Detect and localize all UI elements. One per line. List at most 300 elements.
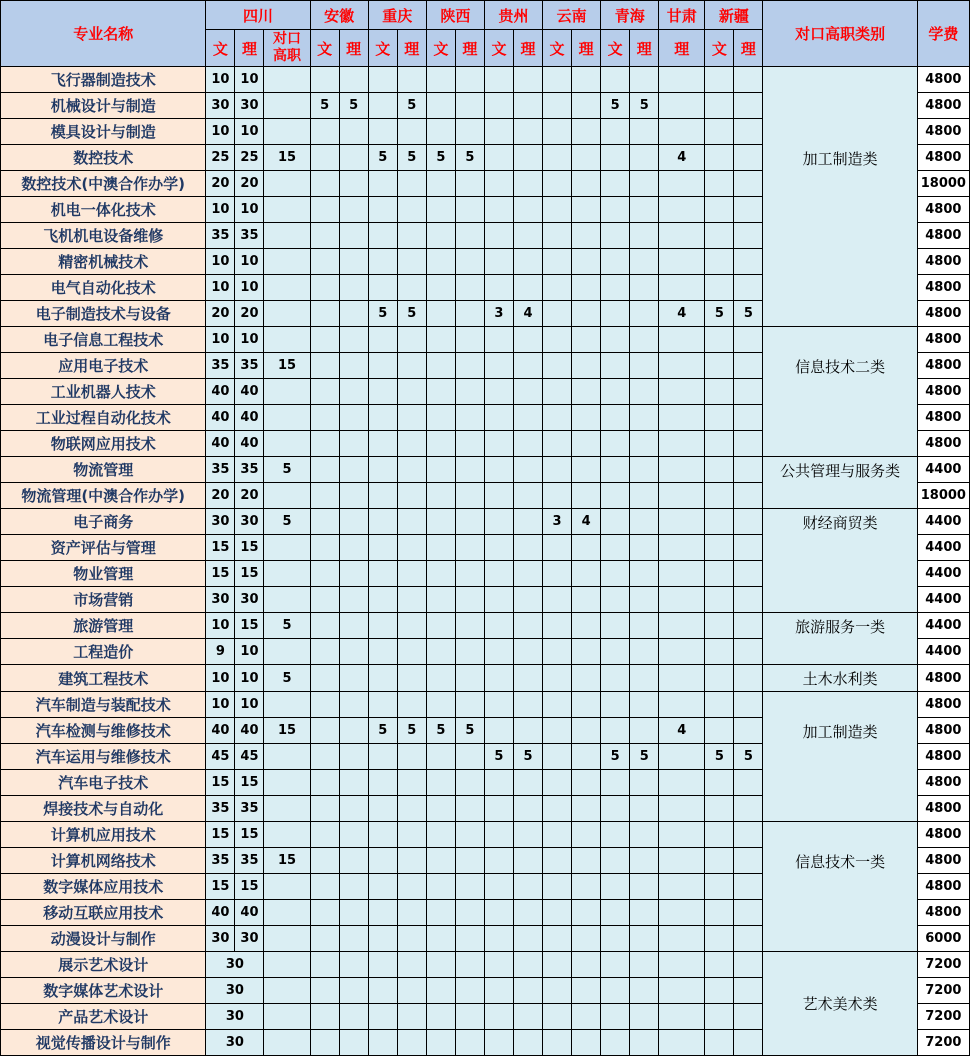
quota-cell-cq-w [368, 327, 397, 353]
quota-cell-cq-w [368, 926, 397, 952]
quota-cell-ah-w [310, 587, 339, 613]
quota-cell-sc-w: 35 [206, 353, 235, 379]
quota-cell-ah-w [310, 405, 339, 431]
quota-cell-empty [705, 1004, 734, 1030]
quota-cell-ah-w: 5 [310, 93, 339, 119]
quota-cell-sx-l [455, 613, 484, 639]
quota-cell-ah-l [339, 379, 368, 405]
quota-cell-cq-l [397, 874, 426, 900]
quota-cell-yn-l [572, 327, 601, 353]
quota-cell-yn-l [572, 613, 601, 639]
quota-cell-xj-w [705, 874, 734, 900]
quota-cell-sx-l [455, 926, 484, 952]
quota-cell-gz-l [513, 692, 542, 718]
quota-cell-xj-l [734, 405, 763, 431]
quota-cell-sc-w: 10 [206, 327, 235, 353]
quota-cell-gs-l [659, 874, 705, 900]
quota-cell-xj-w [705, 379, 734, 405]
quota-cell-xj-w [705, 353, 734, 379]
quota-cell-sc-l: 30 [235, 926, 264, 952]
quota-cell-empty [368, 978, 397, 1004]
quota-cell-yn-l [572, 353, 601, 379]
quota-cell-cq-l [397, 848, 426, 874]
qinghai-wen-header: 文 [601, 30, 630, 67]
quota-cell-gz-w [484, 405, 513, 431]
quota-cell-qh-w [601, 431, 630, 457]
quota-cell-yn-l [572, 275, 601, 301]
quota-cell-gs-l [659, 431, 705, 457]
quota-cell-gs-l [659, 509, 705, 535]
quota-cell-sc-w: 40 [206, 900, 235, 926]
quota-cell-ah-w [310, 301, 339, 327]
quota-cell-sc-dk [264, 93, 310, 119]
quota-cell-xj-l [734, 223, 763, 249]
quota-cell-cq-w [368, 483, 397, 509]
quota-cell-yn-w [543, 613, 572, 639]
quota-cell-yn-w [543, 171, 572, 197]
quota-cell-sc-l: 35 [235, 223, 264, 249]
quota-cell-empty [734, 952, 763, 978]
quota-cell-yn-l [572, 900, 601, 926]
quota-cell-empty [630, 978, 659, 1004]
major-name-cell: 精密机械技术 [1, 249, 206, 275]
quota-cell-sc-dk: 5 [264, 509, 310, 535]
quota-cell-qh-l [630, 405, 659, 431]
fee-cell: 4800 [917, 431, 969, 457]
guizhou-li-header: 理 [513, 30, 542, 67]
quota-cell-gz-w [484, 770, 513, 796]
quota-cell-qh-l: 5 [630, 93, 659, 119]
quota-cell-ah-l [339, 483, 368, 509]
quota-cell-qh-w [601, 613, 630, 639]
yunnan-li-header: 理 [572, 30, 601, 67]
fee-cell: 4800 [917, 796, 969, 822]
sichuan-wen-header: 文 [206, 30, 235, 67]
category-cell [763, 665, 917, 692]
quota-cell-empty [397, 952, 426, 978]
quota-cell-empty [659, 952, 705, 978]
quota-cell-xj-w [705, 822, 734, 848]
quota-cell-gz-l [513, 223, 542, 249]
quota-cell-empty [630, 1004, 659, 1030]
quota-cell-empty [368, 1004, 397, 1030]
quota-cell-cq-l [397, 405, 426, 431]
quota-cell-sx-l: 5 [455, 145, 484, 171]
quota-cell-cq-w [368, 171, 397, 197]
quota-cell-empty [339, 1030, 368, 1056]
quota-cell-yn-l [572, 249, 601, 275]
quota-cell-qh-l [630, 431, 659, 457]
quota-cell-sc-l: 10 [235, 275, 264, 301]
quota-cell-cq-w [368, 744, 397, 770]
quota-cell-gz-l [513, 145, 542, 171]
quota-cell-xj-l [734, 431, 763, 457]
quota-cell-ah-l [339, 770, 368, 796]
quota-cell-gz-w [484, 249, 513, 275]
major-name-cell: 汽车制造与装配技术 [1, 692, 206, 718]
quota-cell-gz-w: 3 [484, 301, 513, 327]
major-name-cell: 电子商务 [1, 509, 206, 535]
quota-cell-cq-l: 5 [397, 93, 426, 119]
quota-cell-xj-w [705, 249, 734, 275]
quota-cell-gz-w [484, 93, 513, 119]
quota-cell-sc-w: 40 [206, 718, 235, 744]
quota-cell-qh-w [601, 145, 630, 171]
quota-cell-sx-l [455, 561, 484, 587]
major-name-cell: 物联网应用技术 [1, 431, 206, 457]
quota-cell-cq-w [368, 848, 397, 874]
quota-cell-yn-w [543, 93, 572, 119]
quota-cell-gs-l [659, 223, 705, 249]
quota-cell-sx-w [426, 692, 455, 718]
quota-cell-sx-w [426, 483, 455, 509]
chongqing-wen-header: 文 [368, 30, 397, 67]
quota-cell-qh-l [630, 353, 659, 379]
category-label: 信息技术一类 [795, 852, 886, 871]
quota-cell-sc-combined: 30 [206, 1004, 264, 1030]
quota-cell-qh-l [630, 874, 659, 900]
quota-cell-sc-l: 40 [235, 405, 264, 431]
quota-cell-sc-dk [264, 796, 310, 822]
category-label: 土木水利类 [802, 669, 878, 688]
quota-cell-gs-l [659, 665, 705, 692]
quota-cell-sx-l [455, 431, 484, 457]
quota-cell-yn-w [543, 796, 572, 822]
quota-cell-sx-w [426, 327, 455, 353]
quota-cell-gz-l: 4 [513, 301, 542, 327]
quota-cell-sc-dk [264, 587, 310, 613]
quota-cell-empty [455, 978, 484, 1004]
quota-cell-yn-l [572, 119, 601, 145]
quota-cell-qh-l [630, 223, 659, 249]
quota-cell-sc-l: 25 [235, 145, 264, 171]
quota-cell-qh-w [601, 405, 630, 431]
quota-cell-empty [601, 978, 630, 1004]
quota-cell-sc-l: 40 [235, 900, 264, 926]
quota-cell-cq-w [368, 874, 397, 900]
quota-cell-empty [426, 952, 455, 978]
quota-cell-sc-dk: 15 [264, 848, 310, 874]
guizhou-wen-header: 文 [484, 30, 513, 67]
quota-cell-gz-w [484, 145, 513, 171]
quota-cell-sc-dk [264, 874, 310, 900]
quota-cell-cq-w [368, 587, 397, 613]
quota-cell-gz-w [484, 874, 513, 900]
quota-cell-cq-w [368, 613, 397, 639]
major-name-cell: 模具设计与制造 [1, 119, 206, 145]
major-name-cell: 动漫设计与制作 [1, 926, 206, 952]
quota-cell-sx-w [426, 874, 455, 900]
quota-cell-ah-w [310, 171, 339, 197]
quota-cell-cq-l [397, 770, 426, 796]
quota-cell-xj-l [734, 93, 763, 119]
table-row [1, 665, 970, 692]
quota-cell-ah-w [310, 67, 339, 93]
quota-cell-sc-w: 10 [206, 692, 235, 718]
quota-cell-xj-w [705, 848, 734, 874]
fee-cell: 4400 [917, 509, 969, 535]
quota-cell-cq-w [368, 509, 397, 535]
quota-cell-sc-w: 15 [206, 770, 235, 796]
quota-cell-qh-w [601, 718, 630, 744]
quota-cell-qh-w [601, 535, 630, 561]
fee-cell: 4400 [917, 587, 969, 613]
fee-cell: 4400 [917, 561, 969, 587]
fee-cell: 4800 [917, 405, 969, 431]
quota-cell-ah-l [339, 197, 368, 223]
quota-cell-empty [368, 952, 397, 978]
quota-cell-empty [513, 1030, 542, 1056]
quota-cell-cq-l [397, 249, 426, 275]
major-name-cell: 展示艺术设计 [1, 952, 206, 978]
quota-cell-cq-l [397, 67, 426, 93]
quota-cell-empty [264, 978, 310, 1004]
quota-cell-sx-w [426, 119, 455, 145]
quota-cell-sc-dk [264, 67, 310, 93]
quota-cell-xj-w [705, 665, 734, 692]
quota-cell-xj-w [705, 926, 734, 952]
quota-cell-ah-l [339, 848, 368, 874]
quota-cell-cq-l [397, 639, 426, 665]
quota-cell-cq-l [397, 692, 426, 718]
quota-cell-yn-l [572, 639, 601, 665]
quota-cell-sx-w [426, 900, 455, 926]
quota-cell-gz-l [513, 93, 542, 119]
fee-cell: 4800 [917, 692, 969, 718]
quota-cell-ah-w [310, 665, 339, 692]
quota-cell-yn-l [572, 171, 601, 197]
quota-cell-cq-l [397, 275, 426, 301]
table-row [1, 327, 970, 353]
quota-cell-ah-l [339, 613, 368, 639]
quota-cell-sx-l [455, 665, 484, 692]
quota-cell-gz-l [513, 457, 542, 483]
fee-cell: 7200 [917, 1004, 969, 1030]
major-name-cell: 市场营销 [1, 587, 206, 613]
quota-cell-empty [630, 1030, 659, 1056]
quota-cell-gs-l [659, 848, 705, 874]
quota-cell-sc-w: 15 [206, 822, 235, 848]
quota-cell-sc-w: 15 [206, 874, 235, 900]
quota-cell-sc-combined: 30 [206, 978, 264, 1004]
quota-cell-xj-l [734, 249, 763, 275]
quota-cell-cq-l [397, 119, 426, 145]
xinjiang-wen-header: 文 [705, 30, 734, 67]
quota-cell-empty [601, 1030, 630, 1056]
quota-cell-gs-l [659, 275, 705, 301]
quota-cell-xj-l [734, 613, 763, 639]
quota-cell-sx-w [426, 171, 455, 197]
province-header-yunnan: 云南 [543, 1, 601, 30]
quota-cell-gs-l [659, 483, 705, 509]
major-name-cell: 电子制造技术与设备 [1, 301, 206, 327]
quota-cell-cq-w: 5 [368, 301, 397, 327]
quota-cell-sc-dk: 5 [264, 613, 310, 639]
quota-cell-xj-w [705, 67, 734, 93]
table-row [1, 952, 970, 978]
quota-cell-sc-dk [264, 926, 310, 952]
quota-cell-gs-l [659, 535, 705, 561]
quota-cell-cq-l [397, 223, 426, 249]
major-name-cell: 产品艺术设计 [1, 1004, 206, 1030]
quota-cell-gz-w [484, 223, 513, 249]
fee-cell: 4800 [917, 718, 969, 744]
quota-cell-yn-l [572, 379, 601, 405]
quota-cell-sc-l: 20 [235, 171, 264, 197]
quota-cell-cq-w [368, 379, 397, 405]
quota-cell-yn-l [572, 770, 601, 796]
quota-cell-gz-l [513, 483, 542, 509]
quota-cell-ah-w [310, 796, 339, 822]
quota-cell-gz-l [513, 509, 542, 535]
quota-cell-xj-w [705, 119, 734, 145]
quota-cell-xj-l [734, 119, 763, 145]
quota-cell-qh-w [601, 379, 630, 405]
quota-cell-ah-l [339, 744, 368, 770]
quota-cell-yn-w [543, 692, 572, 718]
quota-cell-sx-l [455, 900, 484, 926]
quota-cell-xj-l [734, 796, 763, 822]
quota-cell-sc-l: 40 [235, 379, 264, 405]
province-header-anhui: 安徽 [310, 1, 368, 30]
quota-cell-gz-l [513, 275, 542, 301]
quota-cell-ah-w [310, 561, 339, 587]
quota-cell-gz-w [484, 822, 513, 848]
quota-cell-sc-dk [264, 249, 310, 275]
major-name-cell: 计算机应用技术 [1, 822, 206, 848]
quota-cell-qh-w [601, 639, 630, 665]
quota-cell-qh-w [601, 327, 630, 353]
fee-cell: 4800 [917, 353, 969, 379]
quota-cell-gs-l [659, 405, 705, 431]
fee-cell: 6000 [917, 926, 969, 952]
quota-cell-sx-l [455, 587, 484, 613]
quota-cell-gz-w [484, 379, 513, 405]
chongqing-li-header: 理 [397, 30, 426, 67]
qinghai-li-header: 理 [630, 30, 659, 67]
quota-cell-empty [310, 1030, 339, 1056]
quota-cell-qh-w [601, 692, 630, 718]
yunnan-wen-header: 文 [543, 30, 572, 67]
major-name-cell: 汽车电子技术 [1, 770, 206, 796]
quota-cell-ah-l [339, 822, 368, 848]
quota-cell-sx-l [455, 223, 484, 249]
quota-cell-cq-l [397, 379, 426, 405]
quota-cell-yn-w [543, 431, 572, 457]
quota-cell-cq-w [368, 249, 397, 275]
quota-cell-ah-w [310, 874, 339, 900]
quota-cell-sc-l: 15 [235, 613, 264, 639]
quota-cell-sc-dk [264, 197, 310, 223]
quota-cell-sc-w: 35 [206, 457, 235, 483]
quota-cell-yn-l [572, 457, 601, 483]
quota-cell-yn-w [543, 561, 572, 587]
quota-cell-sx-w [426, 197, 455, 223]
quota-cell-ah-l [339, 327, 368, 353]
quota-cell-empty [734, 978, 763, 1004]
table-row [1, 613, 970, 639]
quota-cell-sc-dk: 15 [264, 145, 310, 171]
quota-cell-sx-l [455, 379, 484, 405]
quota-cell-qh-l [630, 327, 659, 353]
quota-cell-sx-l [455, 93, 484, 119]
quota-cell-gz-l [513, 822, 542, 848]
quota-cell-yn-w [543, 770, 572, 796]
fee-cell: 4800 [917, 665, 969, 692]
quota-cell-empty [543, 952, 572, 978]
quota-cell-xj-l [734, 692, 763, 718]
quota-cell-yn-l [572, 665, 601, 692]
quota-cell-gz-w [484, 171, 513, 197]
quota-cell-ah-l [339, 431, 368, 457]
quota-cell-yn-l [572, 197, 601, 223]
quota-cell-sx-w: 5 [426, 145, 455, 171]
quota-cell-sc-dk [264, 900, 310, 926]
quota-cell-sc-dk [264, 223, 310, 249]
quota-cell-empty [310, 952, 339, 978]
quota-cell-qh-w [601, 301, 630, 327]
category-cell [763, 692, 917, 822]
quota-cell-sc-dk [264, 119, 310, 145]
quota-cell-gz-w [484, 67, 513, 93]
quota-cell-qh-l [630, 665, 659, 692]
quota-cell-sx-l: 5 [455, 718, 484, 744]
quota-cell-ah-l: 5 [339, 93, 368, 119]
major-name-cell: 移动互联应用技术 [1, 900, 206, 926]
quota-cell-yn-w [543, 483, 572, 509]
quota-cell-sx-w [426, 822, 455, 848]
quota-cell-sx-w [426, 93, 455, 119]
quota-cell-gz-w [484, 796, 513, 822]
major-name-cell: 焊接技术与自动化 [1, 796, 206, 822]
quota-cell-sx-l [455, 197, 484, 223]
major-name-cell: 汽车检测与维修技术 [1, 718, 206, 744]
quota-cell-gs-l [659, 67, 705, 93]
major-name-cell: 数控技术(中澳合作办学) [1, 171, 206, 197]
quota-cell-empty [734, 1004, 763, 1030]
quota-cell-ah-w [310, 718, 339, 744]
quota-cell-yn-w [543, 249, 572, 275]
category-label: 财经商贸类 [802, 513, 878, 532]
quota-cell-gz-w [484, 613, 513, 639]
quota-cell-ah-l [339, 67, 368, 93]
quota-cell-gz-w [484, 639, 513, 665]
quota-cell-xj-l [734, 327, 763, 353]
quota-cell-ah-w [310, 770, 339, 796]
quota-cell-xj-w [705, 171, 734, 197]
quota-cell-empty [397, 1030, 426, 1056]
quota-cell-empty [339, 1004, 368, 1030]
quota-cell-qh-l [630, 275, 659, 301]
major-name-cell: 旅游管理 [1, 613, 206, 639]
quota-cell-ah-l [339, 145, 368, 171]
quota-cell-sc-w: 20 [206, 483, 235, 509]
quota-cell-cq-l [397, 926, 426, 952]
quota-cell-ah-w [310, 457, 339, 483]
quota-cell-empty [484, 1004, 513, 1030]
quota-cell-sc-dk [264, 379, 310, 405]
quota-cell-gz-w: 5 [484, 744, 513, 770]
quota-cell-qh-w [601, 275, 630, 301]
quota-cell-sc-l: 10 [235, 249, 264, 275]
quota-cell-xj-l [734, 822, 763, 848]
quota-cell-cq-l: 5 [397, 145, 426, 171]
quota-cell-gz-l [513, 639, 542, 665]
major-name-cell: 物业管理 [1, 561, 206, 587]
quota-cell-cq-w [368, 197, 397, 223]
quota-cell-qh-w [601, 249, 630, 275]
shaanxi-wen-header: 文 [426, 30, 455, 67]
